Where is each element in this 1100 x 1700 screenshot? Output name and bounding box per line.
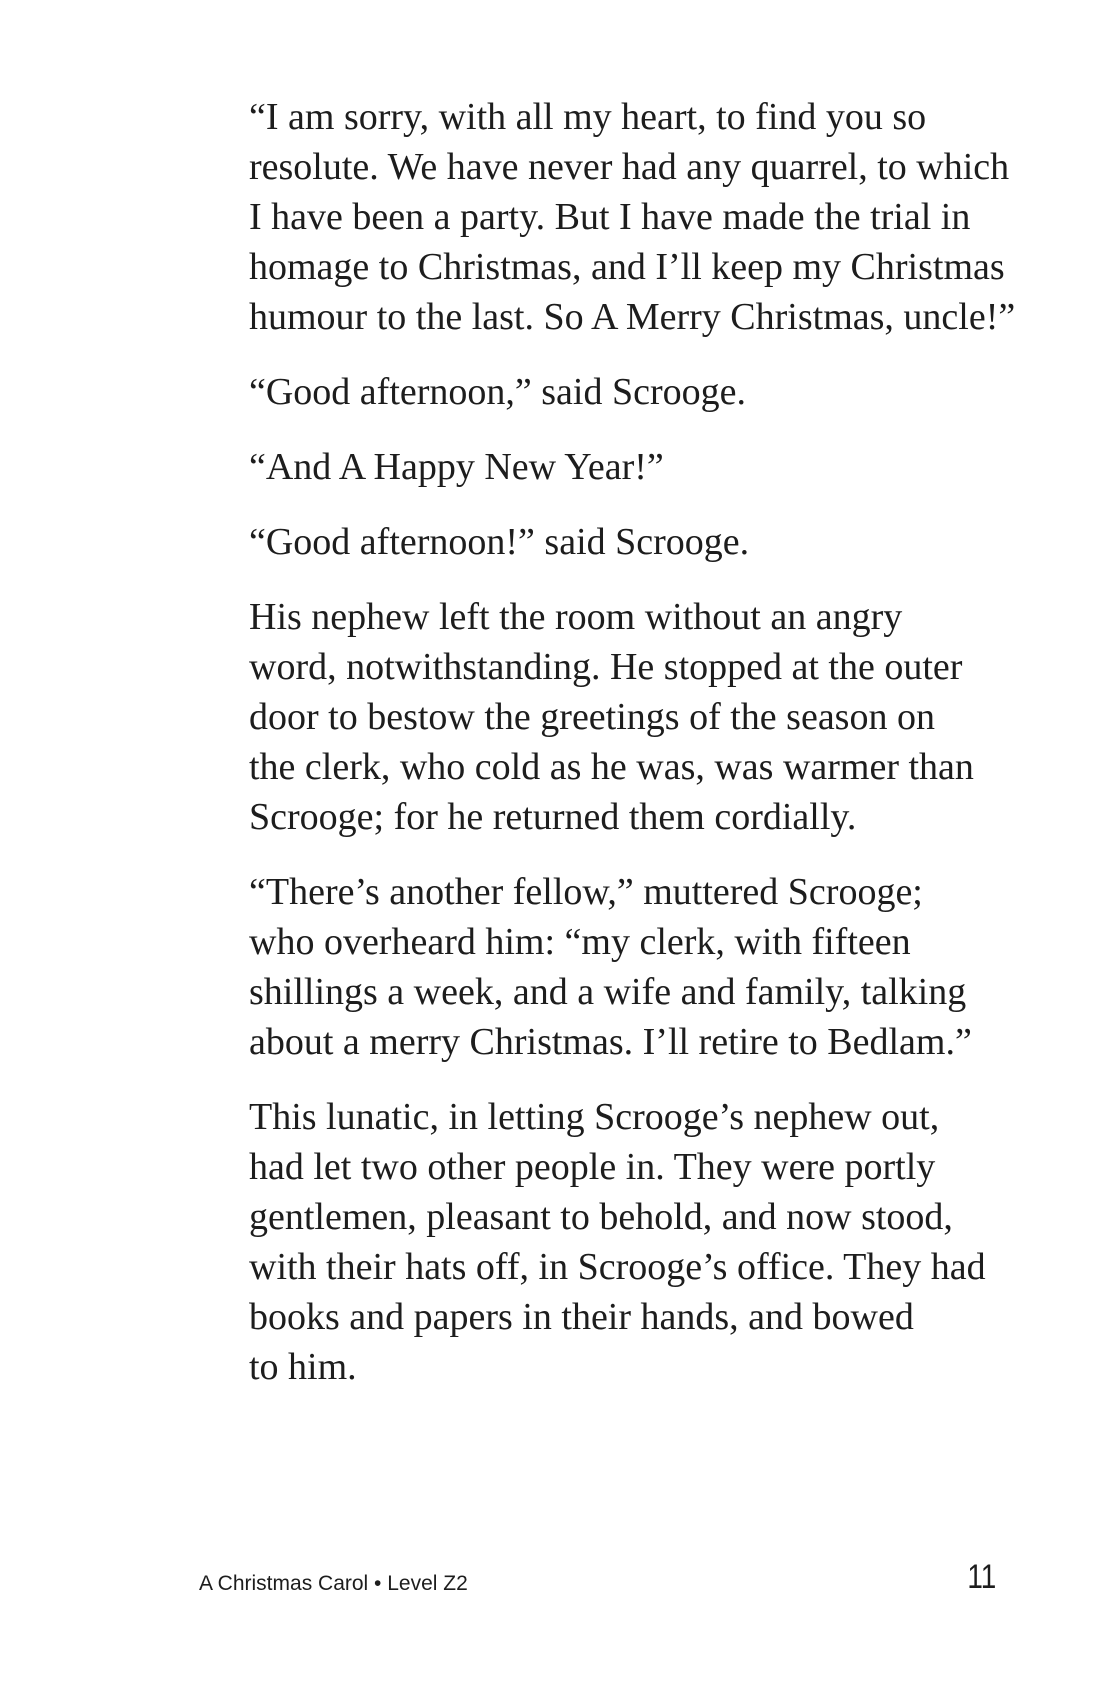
text-line: door to bestow the greetings of the season on — [249, 696, 935, 738]
text-line: resolute. We have never had any quarrel, to which — [249, 146, 1010, 188]
paragraph — [199, 867, 1007, 1067]
text-line: word, notwithstanding. He stopped at the outer — [249, 646, 963, 688]
text-line: books and papers in their hands, and bowed — [249, 1296, 914, 1338]
text-line: Scrooge; for he returned them cordially. — [249, 796, 857, 838]
paragraph — [199, 442, 1007, 492]
paragraph — [199, 1092, 1007, 1392]
text-line: “Good afternoon!” said Scrooge. — [249, 521, 750, 563]
text-line: who overheard him: “my clerk, with fifteen — [249, 921, 911, 963]
text-line: with their hats off, in Scrooge’s office. They had — [249, 1246, 986, 1288]
footer-book-title: A Christmas Carol • Level Z2 — [199, 1572, 468, 1595]
text-line: gentlemen, pleasant to behold, and now stood, — [249, 1196, 953, 1238]
text-line: to him. — [249, 1346, 357, 1388]
text-line: “Good afternoon,” said Scrooge. — [249, 371, 747, 413]
paragraph — [199, 592, 1007, 842]
text-line: This lunatic, in letting Scrooge’s nephew out, — [249, 1096, 940, 1138]
text-line: “There’s another fellow,” muttered Scrooge; — [249, 871, 923, 913]
text-line: had let two other people in. They were portly — [249, 1146, 936, 1188]
text-line: His nephew left the room without an angry — [249, 596, 903, 638]
text-line: humour to the last. So A Merry Christmas, uncle!” — [249, 296, 1016, 338]
paragraph — [199, 517, 1007, 567]
text-line: I have been a party. But I have made the trial in — [249, 196, 971, 238]
story-text — [199, 92, 1016, 1417]
text-line: homage to Christmas, and I’ll keep my Christmas — [249, 246, 1005, 288]
paragraph — [199, 92, 1016, 342]
text-line: “And A Happy New Year!” — [249, 446, 664, 488]
page-number: 11 — [967, 1558, 996, 1596]
text-line: about a merry Christmas. I’ll retire to Bedlam.” — [249, 1021, 972, 1063]
text-line: “I am sorry, with all my heart, to find you so — [249, 96, 927, 138]
text-line: shillings a week, and a wife and family, talking — [249, 971, 967, 1013]
paragraph — [199, 367, 1007, 417]
text-line: the clerk, who cold as he was, was warmer than — [249, 746, 974, 788]
